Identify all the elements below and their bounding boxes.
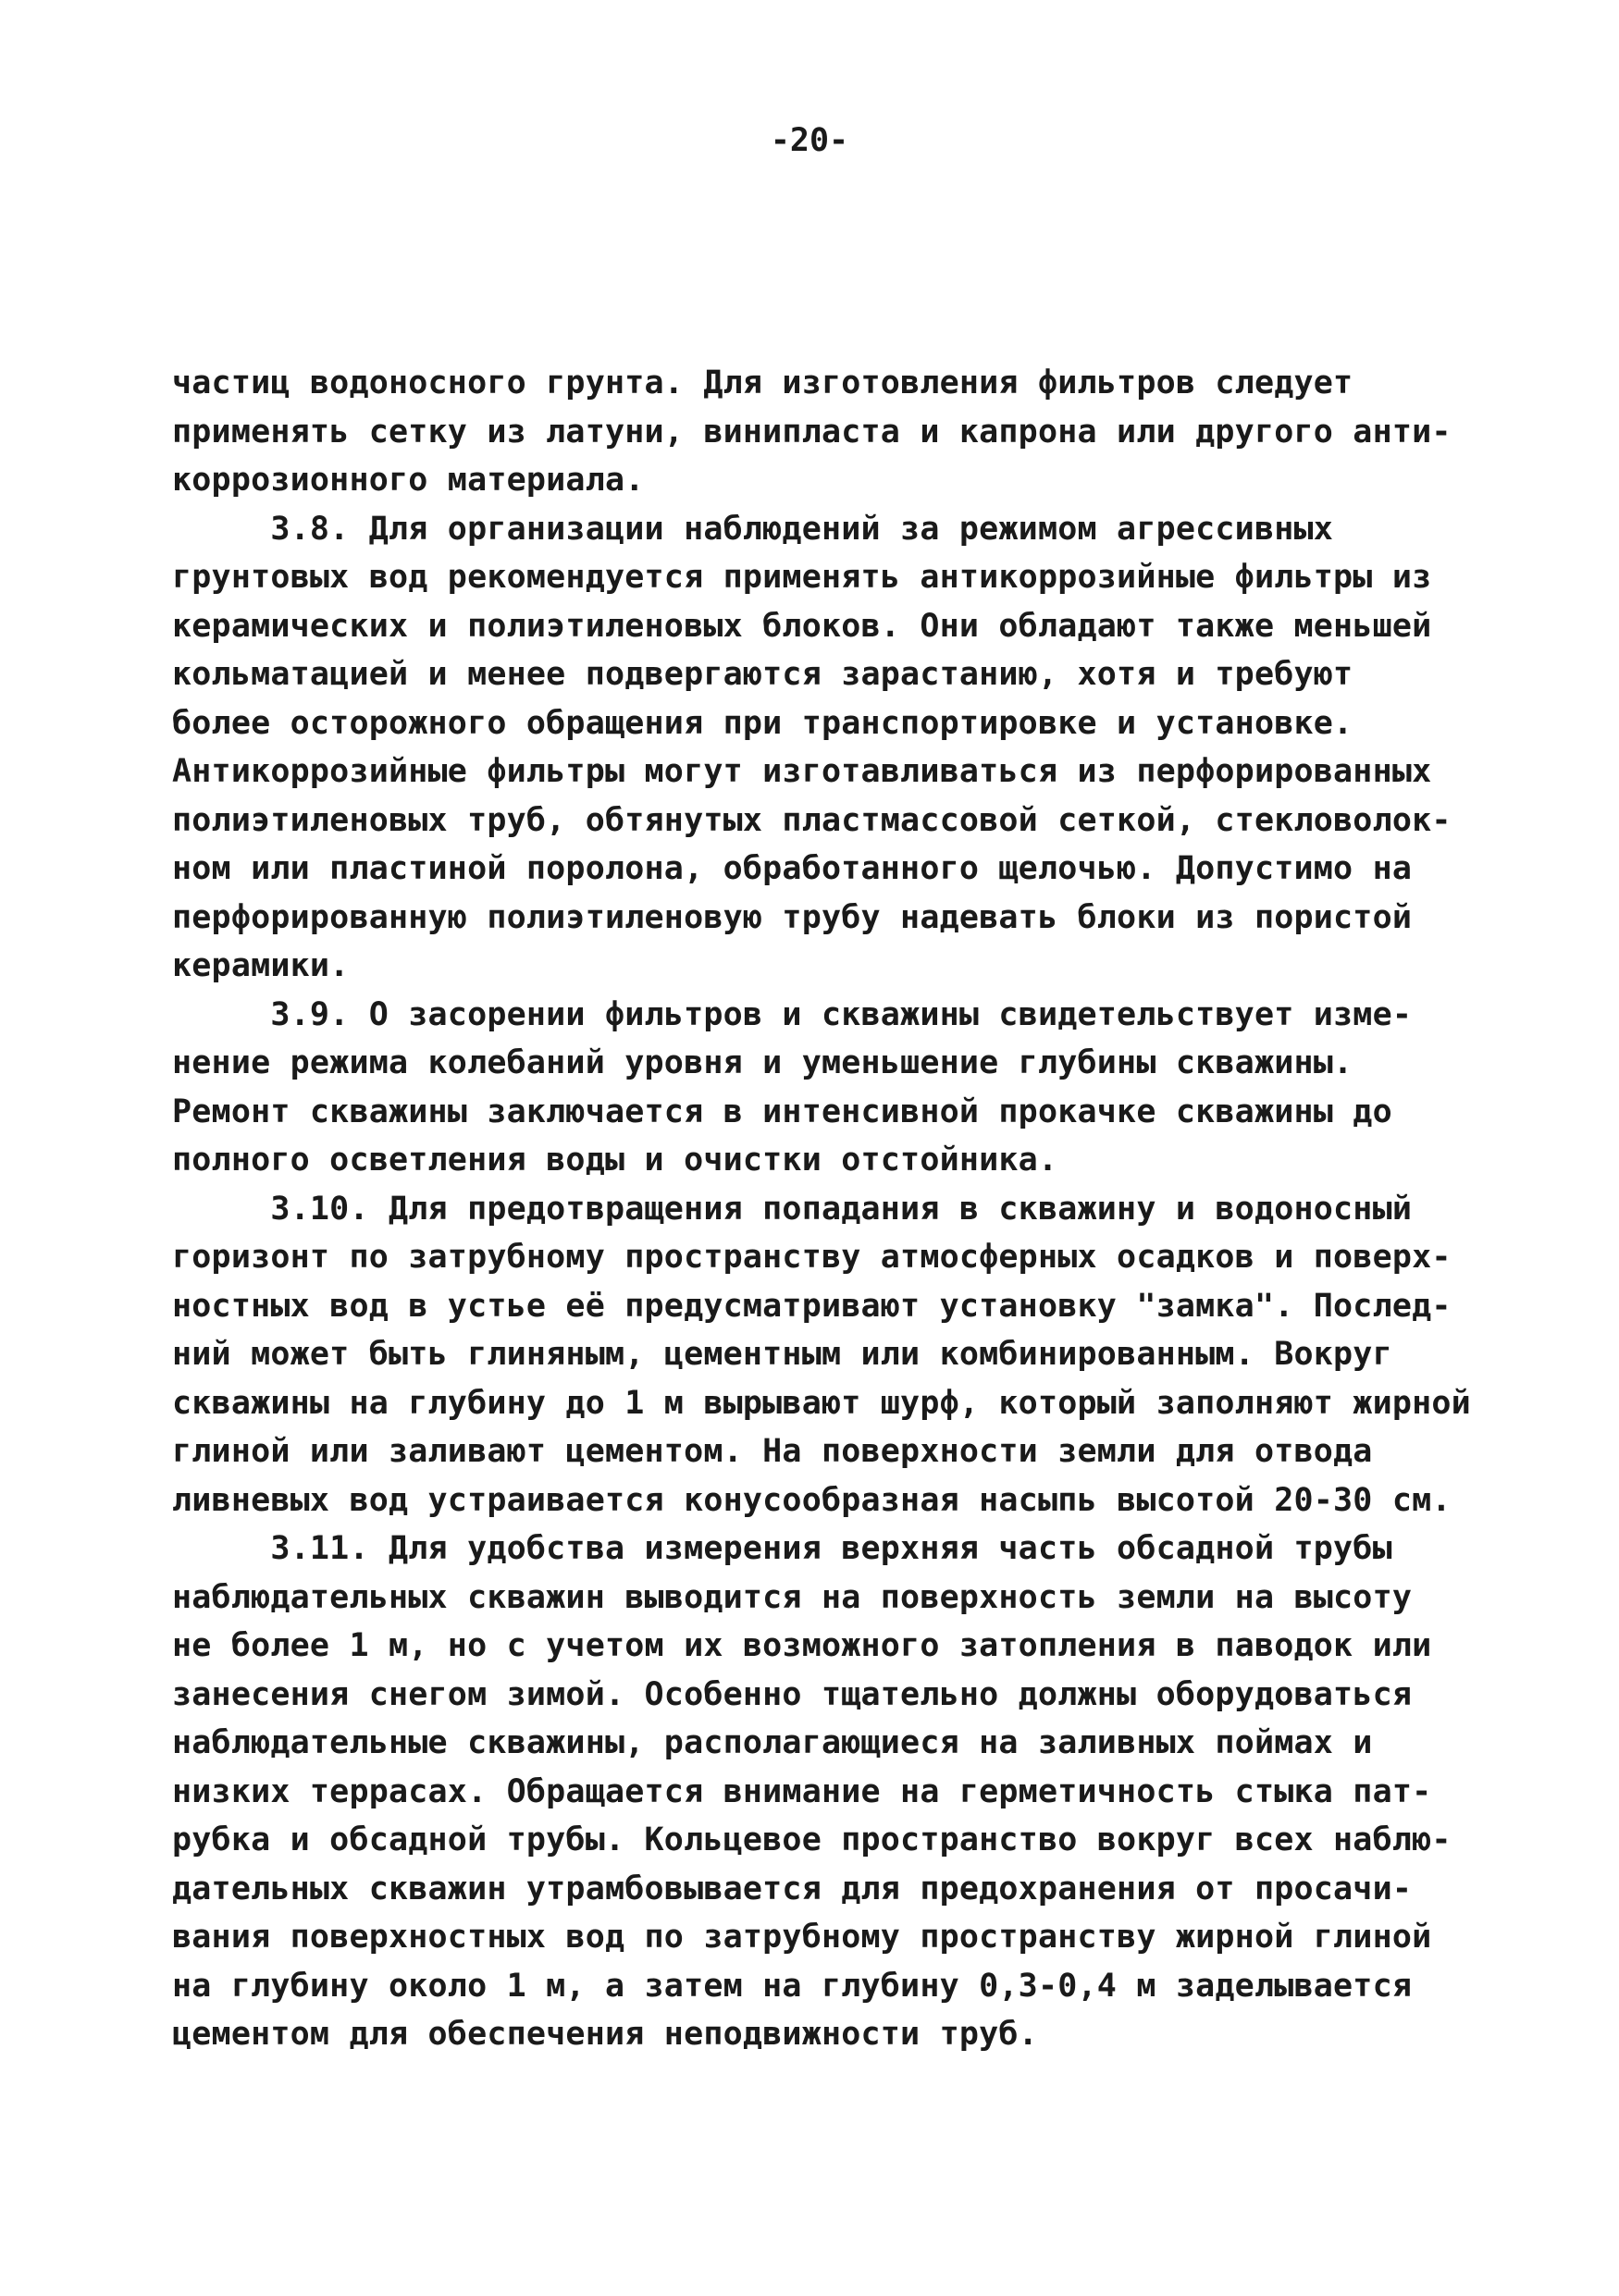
text-line: глиной или заливают цементом. На поверхности земли для отвода	[172, 1433, 1373, 1470]
text-line: скважины на глубину до 1 м вырывают шурф, который заполняют жирной	[172, 1384, 1471, 1422]
page-number: -20-	[770, 122, 849, 159]
text-line: не более 1 м, но с учетом их возможного затопления в паводок или	[172, 1627, 1432, 1664]
text-line: на глубину около 1 м, а затем на глубину 0,3-0,4 м заделывается	[172, 1967, 1413, 2005]
text-line: более осторожного обращения при транспортировке и установке.	[172, 704, 1353, 742]
text-line: полного осветления воды и очистки отстойника.	[172, 1142, 1058, 1179]
text-line: керамических и полиэтиленовых блоков. Они обладают также меньшей	[172, 607, 1432, 645]
paragraph-3-11-start: 3.11. Для удобства измерения верхняя часть обсадной трубы	[172, 1530, 1392, 1567]
text-line: керамики.	[172, 947, 350, 984]
text-line: цементом для обеспечения неподвижности труб.	[172, 2016, 1038, 2053]
text-line: Антикоррозийные фильтры могут изготавливаться из перфорированных	[172, 753, 1432, 790]
paragraph-3-8-start: 3.8. Для организации наблюдений за режимом агрессивных	[172, 510, 1334, 548]
text-line: низких террасах. Обращается внимание на герметичность стыка пат-	[172, 1772, 1432, 1810]
text-line: дательных скважин утрамбовывается для предохранения от просачи-	[172, 1870, 1413, 1907]
text-line: наблюдательных скважин выводится на поверхность земли на высоту	[172, 1578, 1413, 1616]
text-line: кольматацией и менее подвергаются зарастанию, хотя и требуют	[172, 656, 1353, 693]
text-line: частиц водоносного грунта. Для изготовления фильтров следует	[172, 364, 1353, 401]
text-line: нение режима колебаний уровня и уменьшение глубины скважины.	[172, 1044, 1353, 1081]
paragraph-3-9-start: 3.9. О засорении фильтров и скважины свидетельствует изме-	[172, 995, 1413, 1033]
text-line: Ремонт скважины заключается в интенсивной прокачке скважины до	[172, 1092, 1392, 1130]
text-line: горизонт по затрубному пространству атмосферных осадков и поверх-	[172, 1239, 1452, 1276]
text-line: коррозионного материала.	[172, 462, 645, 499]
body-text	[172, 359, 1486, 2059]
text-line: наблюдательные скважины, располагающиеся на заливных поймах и	[172, 1724, 1373, 1761]
text-line: ном или пластиной поролона, обработанного щелочью. Допустимо на	[172, 850, 1413, 887]
text-line: вания поверхностных вод по затрубному пространству жирной глиной	[172, 1919, 1432, 1956]
paragraph-3-10-start: 3.10. Для предотвращения попадания в скважину и водоносный	[172, 1190, 1413, 1228]
text-line: перфорированную полиэтиленовую трубу надевать блоки из пористой	[172, 898, 1413, 936]
text-line: полиэтиленовых труб, обтянутых пластмассовой сеткой, стекловолок-	[172, 801, 1452, 839]
text-line: ностных вод в устье её предусматривают установку "замка". Послед-	[172, 1287, 1452, 1325]
text-line: рубка и обсадной трубы. Кольцевое пространство вокруг всех наблю-	[172, 1821, 1452, 1858]
text-line: грунтовых вод рекомендуется применять антикоррозийные фильтры из	[172, 559, 1432, 596]
text-line: занесения снегом зимой. Особенно тщательно должны оборудоваться	[172, 1675, 1413, 1713]
text-line: ний может быть глиняным, цементным или комбинированным. Вокруг	[172, 1336, 1392, 1373]
text-line: ливневых вод устраивается конусообразная насыпь высотой 20-30 см.	[172, 1481, 1452, 1519]
text-line: применять сетку из латуни, винипласта и капрона или другого анти-	[172, 413, 1452, 451]
